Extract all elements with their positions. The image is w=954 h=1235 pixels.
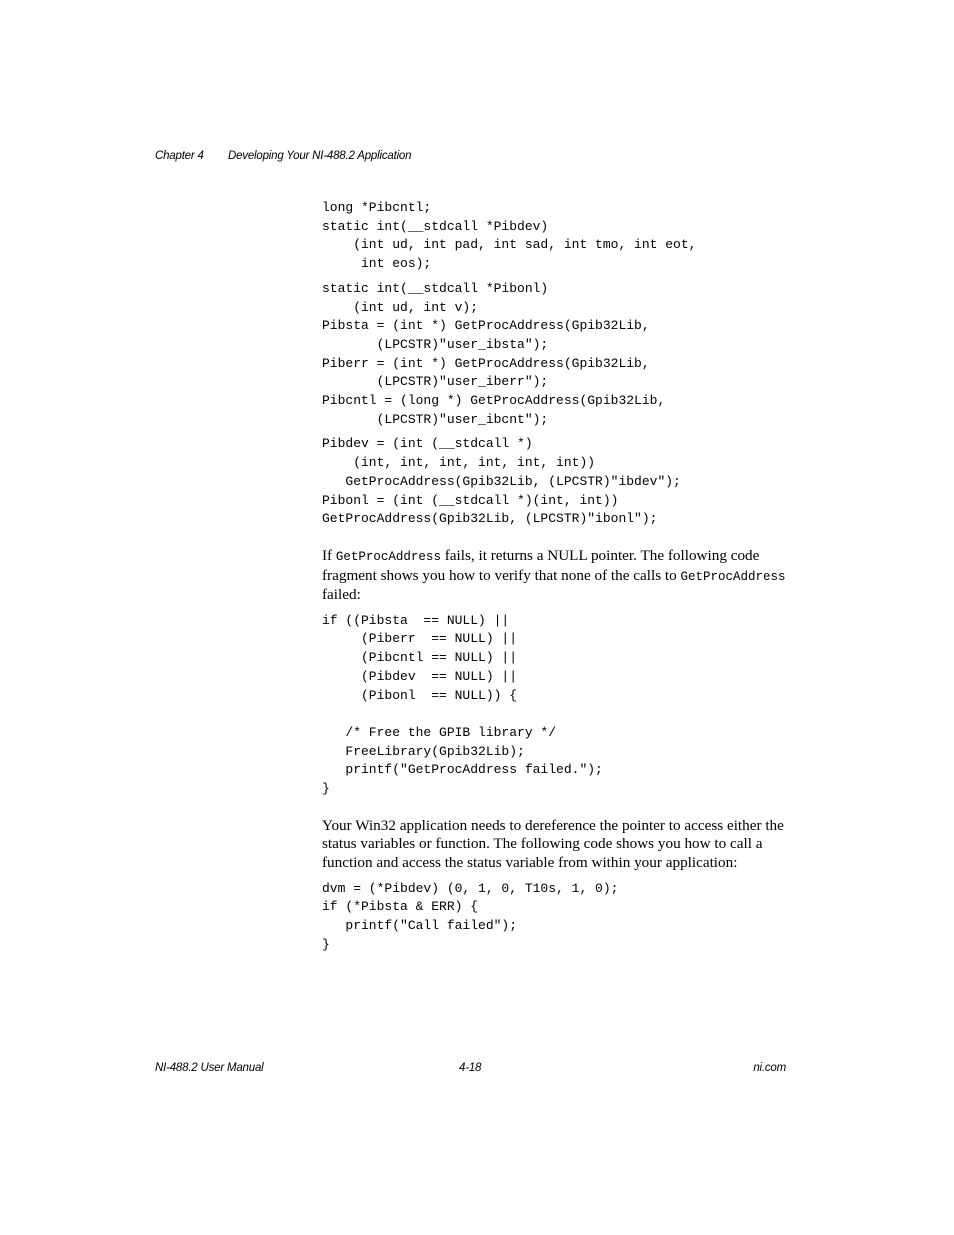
running-header — [155, 150, 411, 162]
inline-code: GetProcAddress — [335, 549, 441, 564]
website-link: ni.com — [753, 1062, 786, 1074]
manual-title: NI-488.2 User Manual — [155, 1062, 264, 1074]
code-block-declarations: long *Pibcntl; static int(__stdcall *Pibdev) (int ud, int pad, int sad, int tmo, int eot, int eos); — [322, 200, 697, 272]
page-content — [322, 199, 792, 954]
chapter-title: Developing Your NI-488.2 Application — [228, 150, 412, 162]
chapter-label: Chapter 4 — [155, 150, 204, 162]
inline-code: GetProcAddress — [680, 569, 786, 584]
code-block-getprocaddress: static int(__stdcall *Pibonl) (int ud, int v); Pibsta = (int *) GetProcAddress(Gpib32Lib, (LPCSTR)"user_ibsta"); Piberr = (int *) GetProcAddress(Gpib32Lib, (LPCSTR)"user_iberr"); Pibcntl = (long *) GetProcAddress(Gpib32Lib, (LPCSTR)"user_ibcnt"); — [322, 280, 666, 427]
code-block-null-check: if ((Pibsta == NULL) || (Piberr == NULL) || (Pibcntl == NULL) || (Pibdev == NULL) || (Pibonl == NULL)) { /* Free the GPIB library */ FreeLibrary(Gpib32Lib); printf("GetProcAddress failed."); } — [322, 612, 603, 797]
code-block-call-example: dvm = (*Pibdev) (0, 1, 0, T10s, 1, 0); if (*Pibsta & ERR) { printf("Call failed"); } — [322, 880, 619, 952]
code-block-function-pointers: Pibdev = (int (__stdcall *) (int, int, int, int, int, int)) GetProcAddress(Gpib32Lib, (LPCSTR)"ibdev"); Pibonl = (int (__stdcall *)(int, int)) GetProcAddress(Gpib32Lib, (LPCSTR)"ibonl"); — [322, 436, 681, 527]
page-number: 4-18 — [459, 1062, 482, 1074]
paragraph-dereference: Your Win32 application needs to dereference the pointer to access either the status variables or function. The following code shows you how to call a function and access the status variable from within your application: — [322, 816, 784, 871]
paragraph-null-check: If GetProcAddress fails, it returns a NULL pointer. The following code fragment shows you how to verify that none of the calls to GetProcAddress failed: — [322, 546, 786, 604]
